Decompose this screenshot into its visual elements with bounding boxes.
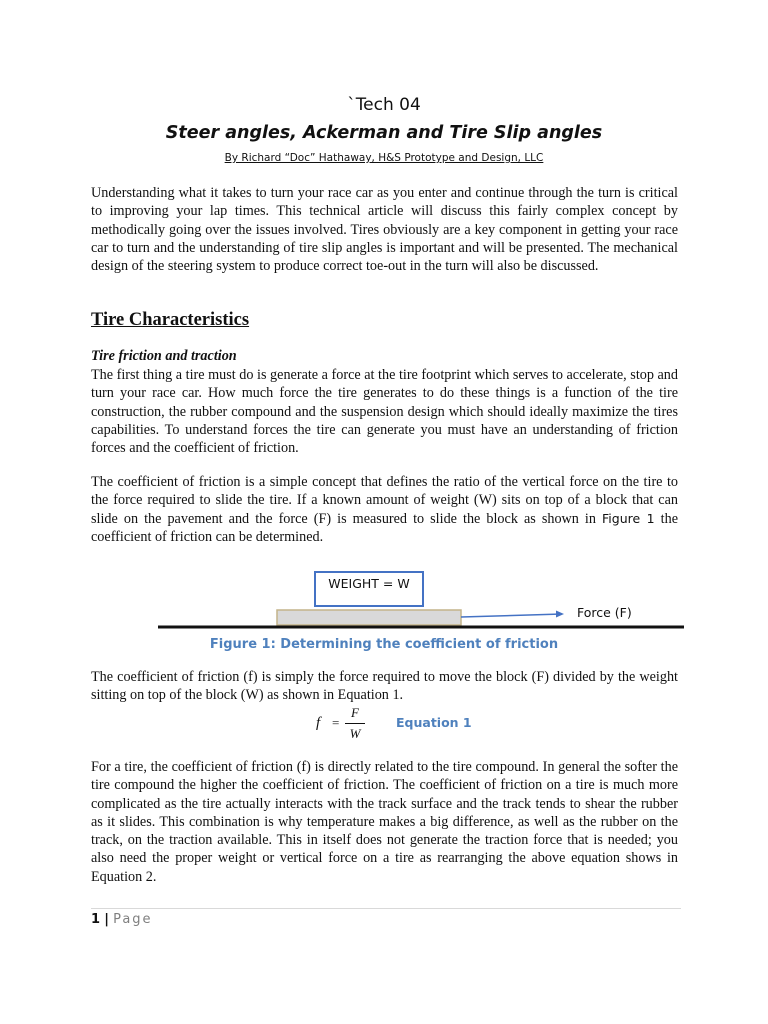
- force-label: Force (F): [577, 605, 632, 620]
- section-heading: Tire Characteristics: [91, 310, 250, 330]
- paragraph-tire-compound: For a tire, the coefficient of friction (f) is directly related to the tire compound. In general the softer the tire compound the higher the coefficient of friction. The coefficient of friction on a tire is much more complicated as the tire actually interacts with the track surface and the track tends to shear the rubber as it slides. This combination is why temperature makes a big difference, as well as the rubber on the track, on the traction available. This in itself does not generate the traction force that is needed; you also need the proper weight or vertical force on a tire as rearranging the above equation shows in Equation 2.: [91, 759, 678, 885]
- force-arrow-head: [556, 611, 564, 618]
- figure-caption: Figure 1: Determining the coefficient of friction: [209, 637, 559, 652]
- equation-equals: =: [332, 715, 340, 730]
- equation-1: [316, 705, 516, 745]
- equation-numerator: F: [351, 705, 359, 720]
- page-number: 1: [91, 912, 101, 927]
- figure-1: [150, 565, 690, 635]
- force-arrow-shaft: [461, 614, 562, 617]
- footer-separator: |: [104, 912, 109, 927]
- page-footer: [91, 912, 153, 927]
- paragraph-text: the coefficient of friction can be determined.: [91, 510, 679, 545]
- paragraph-coefficient-definition: [91, 473, 678, 546]
- figure-reference: Figure 1: [602, 510, 655, 526]
- subsection-heading: Tire friction and traction: [91, 348, 237, 364]
- equation-lhs: f: [316, 715, 321, 731]
- document-title: Steer angles, Ackerman and Tire Slip angles: [165, 123, 603, 143]
- fraction-bar: [345, 723, 365, 724]
- sliding-block: [277, 610, 461, 625]
- weight-label: WEIGHT = W: [328, 576, 410, 591]
- page-word: Page: [113, 912, 153, 927]
- document-code: `Tech 04: [347, 95, 421, 115]
- equation-denominator: W: [349, 726, 361, 741]
- footer-divider: [91, 908, 681, 909]
- paragraph-tire-force: The first thing a tire must do is generate a force at the tire footprint which serves to accelerate, stop and turn your race car. How much force the tire generates to do these things is a function of the tire construction, the rubber compound and the suspension design which should ideally maximize the tires capabilities. To understand forces the tire can generate you must have an understanding of friction forces and the coefficient of friction.: [91, 367, 678, 457]
- paragraph-text: The coefficient of friction is a simple concept that defines the ratio of the vertical force on the tire to the force required to slide the tire. If a known amount of weight (W) sits on top of a block that can slide on the pavement and the force (F) is measured to slide the block as shown in: [91, 474, 678, 527]
- equation-label: Equation 1: [396, 715, 472, 730]
- paragraph-coefficient-formula: The coefficient of friction (f) is simply the force required to move the block (F) divided by the weight sitting on top of the block (W) as shown in Equation 1.: [91, 669, 678, 704]
- document-byline: By Richard “Doc” Hathaway, H&S Prototype and Design, LLC: [224, 152, 544, 164]
- intro-paragraph: Understanding what it takes to turn your race car as you enter and continue through the turn is critical to improving your lap times. This technical article will discuss this fairly complex concept by methodically going over the issues involved. Tires obviously are a key component in getting your race car to turn and the understanding of tire slip angles is important and will be presented. The mechanical design of the steering system to produce correct toe-out in the turn will also be discussed.: [91, 185, 678, 275]
